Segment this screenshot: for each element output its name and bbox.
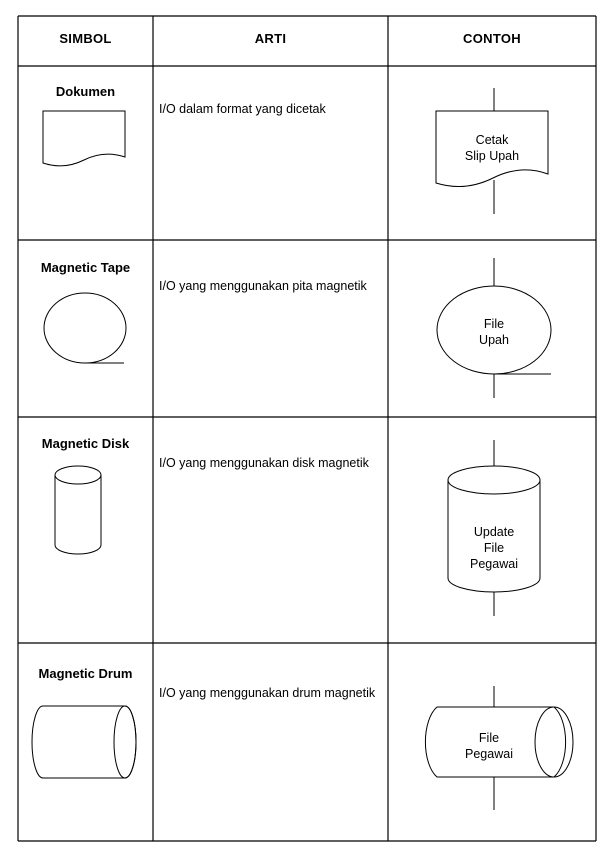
meaning-document: I/O dalam format yang dicetak bbox=[159, 102, 326, 116]
magnetic-drum-symbol-icon bbox=[32, 706, 136, 778]
header-meaning: ARTI bbox=[254, 31, 287, 46]
example-line: Upah bbox=[479, 333, 509, 347]
meaning-magnetic-tape: I/O yang menggunakan pita magnetik bbox=[159, 279, 367, 293]
header-example: CONTOH bbox=[463, 31, 521, 46]
magnetic-disk-symbol-icon bbox=[55, 466, 101, 554]
example-line: File bbox=[478, 731, 500, 745]
example-line: Update bbox=[473, 525, 515, 539]
example-label-magnetic-tape bbox=[437, 316, 551, 348]
symbol-name-magnetic-drum: Magnetic Drum bbox=[38, 666, 133, 681]
document-symbol-icon bbox=[43, 111, 125, 166]
symbol-name-magnetic-disk: Magnetic Disk bbox=[41, 436, 130, 451]
example-line: Pegawai bbox=[465, 747, 513, 761]
example-line: Slip Upah bbox=[464, 149, 520, 163]
example-line: Pegawai bbox=[470, 557, 518, 571]
magnetic-tape-symbol-icon bbox=[44, 293, 126, 363]
example-label-document bbox=[436, 132, 548, 164]
example-line: Cetak bbox=[475, 133, 509, 147]
meaning-magnetic-disk: I/O yang menggunakan disk magnetik bbox=[159, 456, 369, 470]
symbol-name-document: Dokumen bbox=[55, 84, 116, 99]
example-line: File bbox=[483, 541, 505, 555]
header-symbol: SIMBOL bbox=[59, 31, 112, 46]
symbol-name-magnetic-tape: Magnetic Tape bbox=[40, 260, 131, 275]
example-label-magnetic-drum bbox=[437, 730, 541, 762]
example-label-magnetic-disk bbox=[448, 524, 540, 572]
example-line: File bbox=[483, 317, 505, 331]
meaning-magnetic-drum: I/O yang menggunakan drum magnetik bbox=[159, 686, 376, 700]
